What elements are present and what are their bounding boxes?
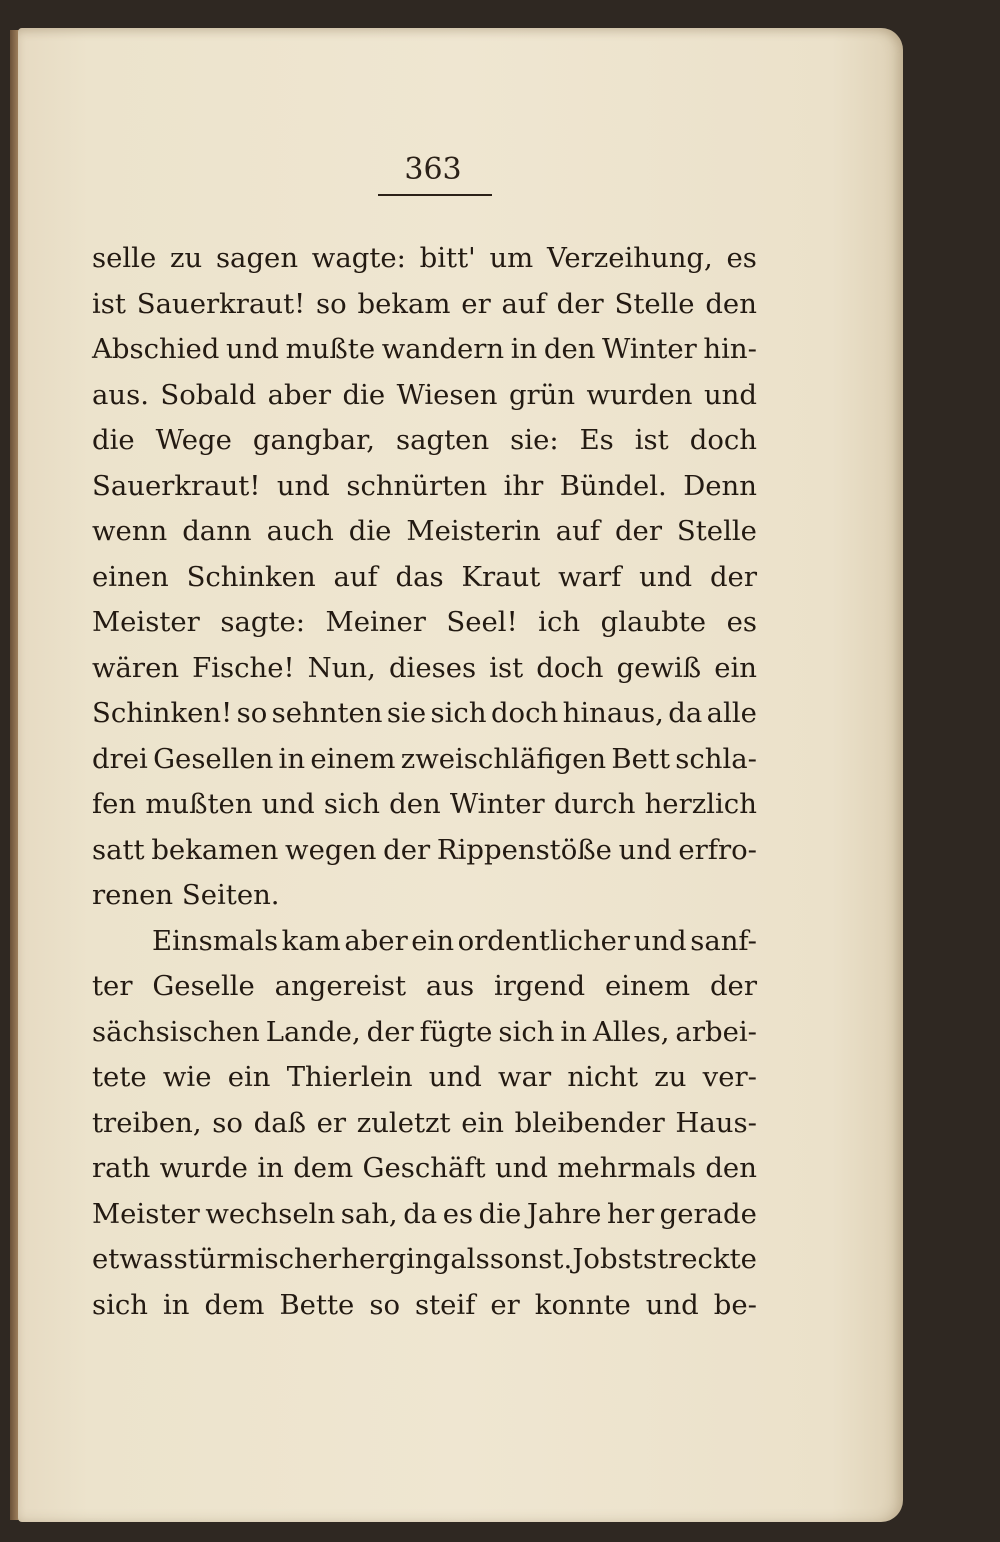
text-word: Jahre bbox=[526, 1197, 602, 1230]
text-word: sich bbox=[498, 1015, 555, 1048]
text-word: gewiß bbox=[616, 651, 702, 684]
text-word: konnte bbox=[534, 1288, 631, 1321]
text-word: und bbox=[703, 378, 757, 411]
text-word: sonst. bbox=[489, 1243, 573, 1275]
text-word: satt bbox=[92, 833, 145, 866]
text-line bbox=[92, 509, 757, 555]
text-word: dem bbox=[293, 1152, 354, 1184]
text-word: warf bbox=[558, 560, 622, 593]
text-word: gerade bbox=[659, 1197, 757, 1230]
text-word: Stelle bbox=[614, 287, 695, 320]
text-line bbox=[92, 373, 757, 419]
text-word: Schinken bbox=[186, 560, 316, 593]
text-word: Gesellen bbox=[153, 742, 274, 775]
text-word: tete bbox=[92, 1061, 147, 1093]
text-word: in bbox=[257, 1152, 284, 1184]
text-line bbox=[92, 600, 757, 646]
text-word: sie: bbox=[510, 424, 559, 456]
text-word: Meisterin bbox=[406, 515, 541, 547]
text-word: bekam bbox=[357, 287, 451, 320]
text-word: mußten bbox=[145, 788, 253, 820]
text-word: nicht bbox=[567, 1061, 639, 1093]
text-word: stürmischer bbox=[173, 1243, 342, 1275]
text-line bbox=[92, 646, 757, 692]
text-word: so bbox=[369, 1288, 400, 1321]
text-word: selle bbox=[92, 242, 157, 274]
text-word: her bbox=[606, 1197, 655, 1230]
text-word: arbei- bbox=[675, 1015, 757, 1048]
text-word: ein bbox=[461, 1106, 505, 1139]
text-word: auf bbox=[333, 560, 378, 593]
text-word: bitt' bbox=[419, 242, 476, 274]
text-word: auf bbox=[501, 287, 546, 320]
text-word: Stelle bbox=[676, 515, 757, 547]
text-word: alle bbox=[706, 697, 757, 729]
text-word: bekamen bbox=[151, 833, 279, 866]
text-word: doch bbox=[490, 697, 559, 729]
text-word: die bbox=[342, 378, 386, 411]
text-line bbox=[92, 964, 757, 1010]
text-word: gangbar, bbox=[252, 424, 376, 456]
text-word: da bbox=[668, 697, 703, 729]
text-word: und bbox=[428, 1061, 482, 1093]
text-word: schla- bbox=[675, 742, 757, 775]
text-word: es bbox=[442, 1197, 474, 1230]
text-line bbox=[92, 737, 757, 783]
text-word: und bbox=[645, 1288, 699, 1321]
text-word: zu bbox=[654, 1061, 687, 1093]
text-line bbox=[92, 691, 757, 737]
text-word: Rippenstöße bbox=[436, 833, 612, 866]
text-word: da bbox=[403, 1197, 438, 1230]
text-word: fen bbox=[92, 788, 137, 820]
text-word: doch bbox=[689, 424, 757, 456]
text-word: Jobst bbox=[572, 1243, 643, 1275]
text-word: so bbox=[315, 287, 347, 320]
text-word: ist bbox=[634, 424, 669, 456]
text-word: wagte: bbox=[311, 242, 406, 274]
text-word: sah, bbox=[340, 1197, 398, 1230]
text-word: schnürten bbox=[346, 469, 488, 502]
text-word: Wege bbox=[155, 424, 232, 456]
text-word: einem bbox=[604, 970, 691, 1002]
text-word: Es bbox=[579, 424, 614, 456]
text-word: Winter bbox=[602, 333, 697, 365]
text-word: Fische! bbox=[192, 651, 295, 684]
text-word: Geschäft bbox=[362, 1152, 486, 1184]
text-word: kam bbox=[281, 924, 341, 957]
text-word: er bbox=[316, 1106, 347, 1139]
text-word: die bbox=[478, 1197, 522, 1230]
text-word: der bbox=[709, 560, 757, 593]
text-word: Alles, bbox=[592, 1015, 670, 1048]
text-word: Verzeihung, bbox=[546, 242, 713, 274]
text-word: ter bbox=[92, 970, 133, 1002]
text-word: fügte bbox=[419, 1015, 493, 1048]
text-word: grün bbox=[508, 378, 576, 411]
text-word: Einsmals bbox=[152, 924, 279, 957]
text-word: ein bbox=[227, 1061, 271, 1093]
text-word: ordentlicher bbox=[457, 924, 631, 957]
text-word: wurden bbox=[586, 378, 693, 411]
text-word: rath bbox=[92, 1152, 151, 1184]
text-word: in bbox=[278, 742, 306, 775]
text-word: durch bbox=[553, 788, 636, 820]
text-word: war bbox=[498, 1061, 552, 1093]
text-word: wegen bbox=[285, 833, 377, 866]
text-word: wandern bbox=[381, 333, 505, 365]
text-word: zweischläfigen bbox=[400, 742, 607, 775]
text-word: Haus- bbox=[675, 1106, 757, 1139]
text-line bbox=[92, 418, 757, 464]
text-word: ver- bbox=[702, 1061, 757, 1093]
text-word: es bbox=[726, 242, 757, 274]
text-word: herzlich bbox=[644, 788, 757, 820]
text-word: sächsischen bbox=[92, 1015, 260, 1048]
text-word: die bbox=[348, 515, 392, 547]
book-page bbox=[18, 28, 903, 1522]
text-word: wären bbox=[92, 651, 180, 684]
text-word: wurde bbox=[159, 1152, 248, 1184]
text-word: ein bbox=[411, 924, 455, 957]
text-word: einem bbox=[310, 742, 396, 775]
text-word: der bbox=[366, 1015, 414, 1048]
text-word: in bbox=[163, 1288, 190, 1321]
text-word: der bbox=[614, 515, 662, 547]
text-word: so bbox=[212, 1106, 243, 1139]
text-word: drei bbox=[92, 742, 148, 775]
text-word: herging bbox=[341, 1243, 451, 1275]
text-line bbox=[92, 464, 757, 510]
text-word: Kraut bbox=[461, 560, 541, 593]
text-word: es bbox=[726, 606, 757, 638]
text-line bbox=[92, 782, 757, 828]
text-word: aus bbox=[425, 970, 475, 1002]
text-line bbox=[92, 1237, 757, 1283]
text-word: und bbox=[633, 924, 687, 957]
text-line bbox=[92, 1101, 757, 1147]
text-word: der bbox=[556, 287, 604, 320]
text-word: auch bbox=[266, 515, 334, 547]
page-number: 363 bbox=[404, 152, 462, 187]
text-word: sagten bbox=[396, 424, 490, 456]
text-word: erfro- bbox=[678, 833, 757, 866]
text-word: dann bbox=[182, 515, 252, 547]
text-word: Thierlein bbox=[286, 1061, 413, 1093]
text-word: glaubte bbox=[600, 606, 707, 638]
text-word: sich bbox=[430, 697, 487, 729]
text-word: und bbox=[225, 333, 280, 365]
body-text bbox=[92, 236, 757, 1328]
text-word: ist bbox=[489, 651, 524, 684]
text-line bbox=[92, 282, 757, 328]
text-word: sagte: bbox=[220, 606, 306, 638]
text-word: wechseln bbox=[205, 1197, 336, 1230]
text-word: als bbox=[450, 1243, 490, 1275]
text-word: zu bbox=[170, 242, 203, 274]
text-line bbox=[92, 1192, 757, 1238]
text-word: wie bbox=[162, 1061, 212, 1093]
text-word: hinaus, bbox=[562, 697, 664, 729]
text-word: dem bbox=[204, 1288, 265, 1321]
text-line bbox=[92, 828, 757, 874]
text-word: bleibender bbox=[514, 1106, 665, 1139]
text-word: Denn bbox=[683, 469, 757, 502]
text-word: Meister bbox=[92, 606, 200, 638]
text-word: mehrmals bbox=[557, 1152, 696, 1184]
text-word: in bbox=[510, 333, 538, 365]
text-word: irgend bbox=[493, 970, 586, 1002]
text-word: treiben, bbox=[92, 1106, 202, 1139]
text-word: Lande, bbox=[265, 1015, 361, 1048]
text-word: hin- bbox=[703, 333, 757, 365]
text-word: angereist bbox=[274, 970, 407, 1002]
text-word: Wiesen bbox=[396, 378, 498, 411]
text-word: sie bbox=[386, 697, 427, 729]
text-word: sagen bbox=[215, 242, 299, 274]
text-word: Seiten. bbox=[181, 879, 280, 911]
text-line bbox=[92, 1146, 757, 1192]
text-word: daß bbox=[253, 1106, 306, 1139]
text-word: ihr bbox=[503, 469, 544, 502]
text-word: der bbox=[383, 833, 431, 866]
text-word: wenn bbox=[92, 515, 168, 547]
text-word: Geselle bbox=[152, 970, 255, 1002]
text-word: Abschied bbox=[92, 333, 220, 365]
text-word: so bbox=[236, 697, 268, 729]
text-word: Meiner bbox=[325, 606, 426, 638]
text-word: be- bbox=[713, 1288, 757, 1321]
text-line bbox=[92, 236, 757, 282]
text-word: streckte bbox=[642, 1243, 757, 1275]
text-word: und bbox=[261, 788, 315, 820]
text-word: um bbox=[489, 242, 534, 274]
text-word: ich bbox=[538, 606, 581, 638]
text-word: in bbox=[560, 1015, 587, 1048]
text-word: etwas bbox=[92, 1243, 174, 1275]
text-word: sanf- bbox=[690, 924, 757, 957]
text-word: sehnten bbox=[271, 697, 383, 729]
text-word: Meister bbox=[92, 1197, 200, 1230]
text-word: und bbox=[494, 1152, 548, 1184]
text-line bbox=[92, 1010, 757, 1056]
text-word: er bbox=[490, 1288, 520, 1321]
text-word: aber bbox=[344, 924, 408, 957]
text-word: dieses bbox=[388, 651, 477, 684]
text-word: aus. bbox=[92, 378, 149, 411]
text-word: er bbox=[461, 287, 491, 320]
text-word: ist bbox=[92, 287, 126, 320]
text-word: Bett bbox=[611, 742, 670, 775]
text-line bbox=[92, 873, 757, 919]
text-word: Sauerkraut! bbox=[92, 469, 261, 502]
text-word: Winter bbox=[449, 788, 545, 820]
text-word: den bbox=[389, 788, 441, 820]
text-word: die bbox=[92, 424, 135, 456]
text-word: Bette bbox=[279, 1288, 355, 1321]
text-word: und bbox=[276, 469, 330, 502]
text-word: steif bbox=[414, 1288, 476, 1321]
text-word: einen bbox=[92, 560, 169, 593]
text-word: Schinken! bbox=[92, 697, 233, 729]
text-word: und bbox=[639, 560, 693, 593]
text-line bbox=[92, 555, 757, 601]
text-word: zuletzt bbox=[356, 1106, 451, 1139]
text-word: auf bbox=[555, 515, 600, 547]
text-word: das bbox=[395, 560, 444, 593]
text-word: und bbox=[618, 833, 672, 866]
text-line bbox=[92, 1283, 757, 1329]
text-word: der bbox=[709, 970, 757, 1002]
text-word: sich bbox=[92, 1288, 149, 1321]
text-word: den bbox=[705, 287, 757, 320]
text-word: Sauerkraut! bbox=[136, 287, 306, 320]
text-word: Nun, bbox=[307, 651, 376, 684]
text-word: doch bbox=[536, 651, 604, 684]
text-word: Sobald bbox=[160, 378, 257, 411]
text-word: renen bbox=[92, 879, 182, 911]
text-word: sich bbox=[323, 788, 380, 820]
text-word: Bündel. bbox=[559, 469, 667, 502]
text-line bbox=[92, 327, 757, 373]
text-line bbox=[92, 1055, 757, 1101]
text-word: ein bbox=[714, 651, 757, 684]
text-word: aber bbox=[267, 378, 332, 411]
text-word: den bbox=[705, 1152, 757, 1184]
text-word: mußte bbox=[285, 333, 376, 365]
text-line bbox=[92, 919, 757, 965]
text-word: Seel! bbox=[446, 606, 518, 638]
text-word: den bbox=[543, 333, 596, 365]
header-rule bbox=[378, 194, 492, 196]
